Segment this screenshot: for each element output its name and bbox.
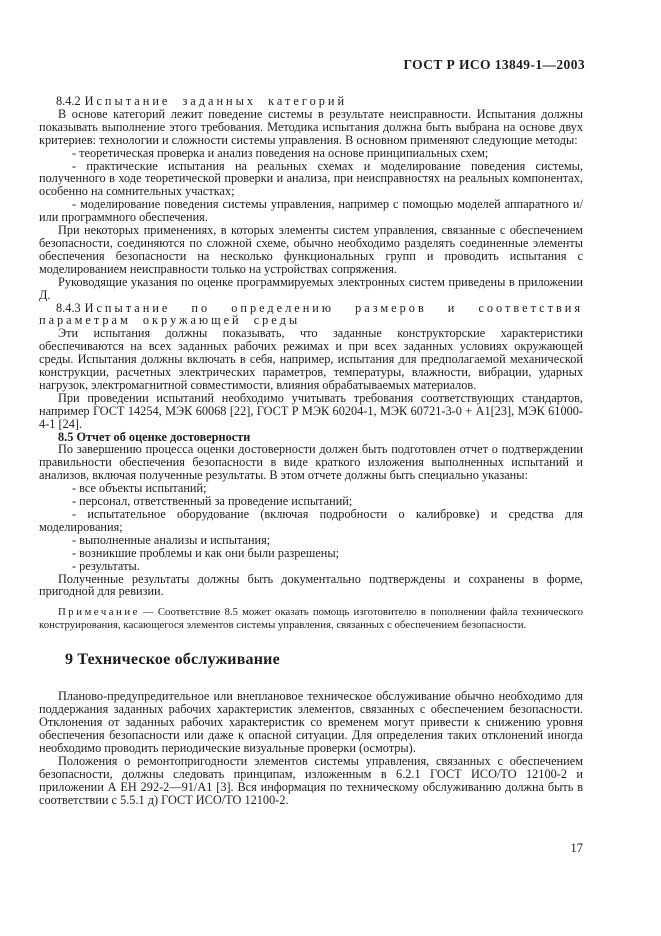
heading-8-4-3 (39, 302, 583, 328)
list-item-method-1: - теоретическая проверка и анализ поведения на основе принципиальных схем; (72, 145, 489, 160)
paragraph-maintenance-1: Планово-предупредительное или внеплановое техническое обслуживание обычно необходимо для поддержания заданных рабочих характеристик элементов, связанных с обеспечением безопасности. Отклонения от заданных рабочих характеристик со временем могут привести к снижению уровня обеспечения безопасности или даже к опасной ситуации. Для определения таких отклонений иногда необходимо проводить периодические визуальные проверки (осмотры). (39, 689, 583, 755)
note-label: Примечание (58, 606, 140, 619)
heading-8-4-2 (39, 95, 583, 108)
heading-section-9: 9 Техническое обслуживание (65, 651, 280, 669)
page-content (39, 95, 583, 806)
list-item-report-1: - все объекты испытаний; (72, 481, 207, 496)
list-item-method-3: - моделирование поведения системы управления, например с помощью моделей аппаратного и/или программного обеспечения. (39, 197, 583, 225)
heading-8-4-3-number: 8.4.3 (56, 300, 81, 315)
list-item-report-2: - персонал, ответственный за проведение испытаний; (72, 494, 353, 509)
heading-8-4-3-title: Испытание по определению размеров и соответствия параметрам окружающей среды (39, 300, 583, 328)
heading-8-4-2-number: 8.4.2 (56, 94, 81, 108)
list-item-report-6: - результаты. (72, 558, 140, 573)
list-item-report-4: - выполненные анализы и испытания; (72, 532, 271, 547)
paragraph-environment-tests: Эти испытания должны показывать, что заданные конструкторские характеристики обеспечиваются на всех заданных рабочих режимах и при всех заданных условиях окружающей среды. Испытания должны включать в себя, например, испытания для предполагаемой механической конструкции, расчетных электрических параметров, температуры, влажности, вибрации, ударных нагрузок, электромагнитной совместимости, влияния обрабатываемых материалов. (39, 326, 583, 392)
note-block (39, 606, 583, 631)
note-text: — Соответствие 8.5 может оказать помощь изготовителю в пополнении файла технического конструирования, касающегося элементов системы управления, связанных с обеспечением безопасности. (39, 606, 583, 631)
paragraph-results-documented: Полученные результаты должны быть документально подтверждены и сохранены в форме, пригодной для ревизии. (39, 571, 583, 599)
list-item-report-3: - испытательное оборудование (включая подробности о калибровке) и средства для моделирования; (39, 507, 583, 534)
paragraph-maintenance-2: Положения о ремонтопригодности элементов системы управления, связанных с обеспечением безопасности, должны следовать принципам, изложенным в 6.2.1 ГОСТ ИСО/ТО 12100-2 и приложении А ЕН 292-2—91/А1 [3]. Вся информация по техническому обслуживанию должна быть в соответствии с 5.5.1 д) ГОСТ ИСО/ТО 12100-2. (39, 753, 583, 807)
heading-8-5: 8.5 Отчет об оценке достоверности (58, 429, 251, 444)
paragraph-complex-schemes: При некоторых применениях, в которых элементы систем управления, связанные с обеспечением безопасности, соединяются по сложной схеме, обычно необходимо разделять соединенные элементы обеспечения безопасности на несколько функциональных групп и проводить испытания с моделированием неисправности только на устройствах сопряжения. (39, 223, 583, 276)
page-number: 17 (570, 841, 583, 855)
paragraph-standards-references: При проведении испытаний необходимо учитывать требования соответствующих стандартов, например ГОСТ 14254, МЭК 60068 [22], ГОСТ Р МЭК 60204-1, МЭК 60721-3-0 + А1[23], МЭК 61000-4-1 [24]. (39, 390, 583, 431)
heading-8-4-2-title: Испытание заданных категорий (84, 94, 348, 108)
list-item-method-2: - практические испытания на реальных схемах и моделирование поведения системы, полученного в ходе теоретической проверки и анализа, при неисправностях на реальных компонентах, особенно на сомнительных участках; (39, 158, 583, 199)
paragraph-guidance-annex-d: Руководящие указания по оценке программируемых электронных систем приведены в приложении Д. (39, 274, 583, 302)
list-item-report-5: - возникшие проблемы и как они были разрешены; (72, 545, 340, 560)
paragraph-validation-report: По завершению процесса оценки достоверности должен быть подготовлен отчет о подтверждении правильности обеспечения безопасности в виде краткого изложения выполненных испытаний и анализов, включая полученные результаты. В этом отчете должны быть специально указаны: (39, 442, 583, 483)
doc-code-header: ГОСТ Р ИСО 13849-1—2003 (403, 57, 585, 72)
paragraph-category-basis: В основе категорий лежит поведение системы в результате неисправности. Испытания должны показывать выполнение этого требования. Методика испытания должна быть выбрана на основе двух критериев: технологии и сложности системы управления. В основном применяют следующие методы: (39, 106, 583, 147)
